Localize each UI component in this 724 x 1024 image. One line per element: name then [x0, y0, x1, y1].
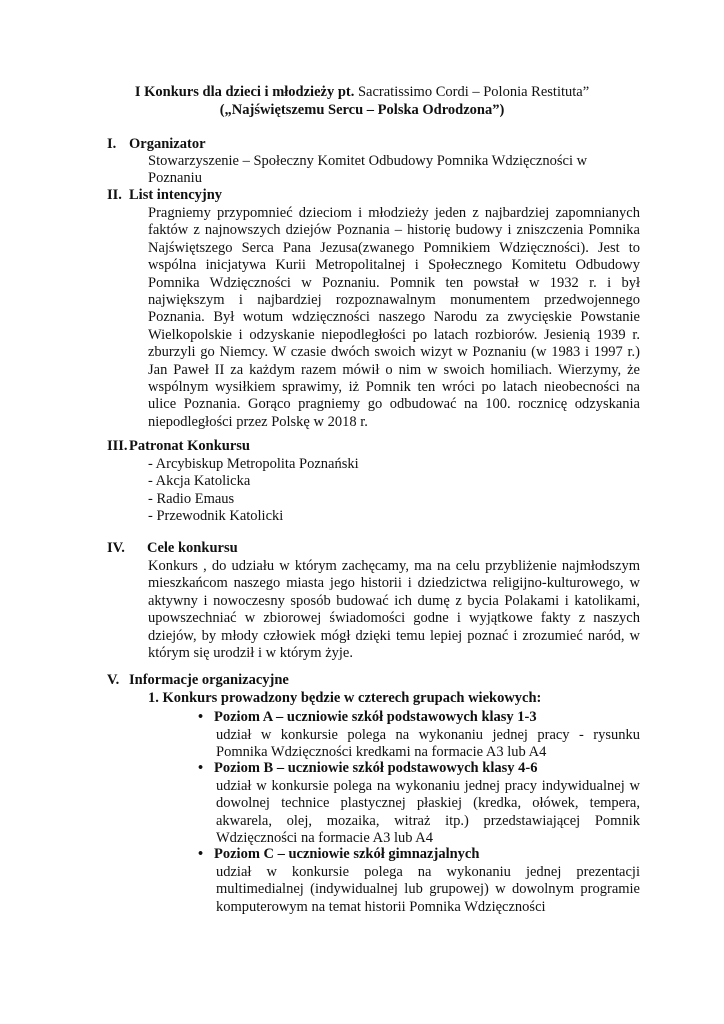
patron-item: - Akcja Katolicka — [148, 473, 251, 490]
section-5-title: Informacje organizacyjne — [129, 672, 289, 688]
section-5-number: V. — [107, 672, 120, 688]
level-a-text: udział w konkursie polega na wykonaniu jednej pracy - rysunku Pomnika Wdzięczności kredkami na formacie A3 lub A4 — [216, 727, 640, 761]
section-3-number: III. — [107, 438, 128, 454]
level-a-heading — [198, 709, 537, 726]
document-subtitle: („Najświętszemu Sercu – Polska Odrodzona”) — [219, 102, 505, 118]
section-4-body — [148, 558, 640, 662]
section-2-paragraph: Pragniemy przypomnieć dzieciom i młodzieży jeden z najbardziej zapomnianych faktów z najnowszych dziejów Poznania – historię budowy i zniszczenia Pomnika Najświętszego Serca Pana Jezusa(zwanego Pomnikiem Wdzięczności). Jest to wspólna inicjatywa Kurii Metropolitalnej i Społecznego Komitetu Odbudowy Pomnika Wdzięczności w Poznaniu. Pomnik ten powstał w 1932 r. i był największym i najbardziej rozpoznawalnym monumentem przedwojennego Poznania. Był wotum wdzięczności naszego Narodu za zwycięskie Powstanie Wielkopolskie i odzyskanie niepodległości po latach rozbiorów. Jesienią 1939 r. zburzyli go Niemcy. W czasie dwóch swoich wizyt w Poznaniu (w 1983 i 1997 r.) Jan Paweł II za każdym razem mówił o nim w swoich homiliach. Wierzymy, że wspólnym wysiłkiem sprawimy, iż Pomnik ten wróci po latach nieobecności na ulice Poznania. Gorąco pragniemy go odbudować na 100. rocznicę odzyskania niepodległości przez Polskę w 2018 r. — [148, 205, 640, 430]
section-3-heading — [107, 438, 250, 455]
level-c-title: Poziom C – uczniowie szkół gimnazjalnych — [214, 846, 480, 862]
section-3-title: Patronat Konkursu — [129, 438, 250, 454]
level-b-heading — [198, 760, 537, 777]
level-b-text: udział w konkursie polega na wykonaniu jednej pracy indywidualnej w dowolnej technice plastycznej płaskiej (kredka, ołówek, tempera, akwarela, olej, mozaika, witraż itp.) przedstawiającej Pomnik Wdzięczności na formacie A3 lub A4 — [216, 778, 640, 847]
level-a-title: Poziom A – uczniowie szkół podstawowych klasy 1-3 — [214, 709, 537, 725]
section-1-heading — [107, 136, 206, 153]
level-c-heading — [198, 846, 479, 863]
section-1-line: Poznaniu — [148, 170, 202, 187]
bullet-icon: • — [198, 846, 204, 862]
section-2-title: List intencyjny — [129, 187, 223, 203]
patron-item: - Przewodnik Katolicki — [148, 508, 284, 525]
section-1-body — [148, 153, 640, 188]
section-3-list — [148, 456, 640, 526]
bullet-icon: • — [198, 709, 204, 725]
section-1-line: Stowarzyszenie – Społeczny Komitet Odbudowy Pomnika Wdzięczności w — [148, 153, 588, 169]
section-1-title: Organizator — [129, 136, 206, 152]
patron-item: - Radio Emaus — [148, 490, 235, 507]
section-4-title: Cele konkursu — [147, 540, 238, 556]
section-4-paragraph: Konkurs , do udziału w którym zachęcamy, ma na celu przybliżenie najmłodszym mieszkańcom naszego miasta jego historii i dziedzictwa religijno-kulturowego, w aktywny i nowoczesny sposób budować ich dumę z bycia Polakami i katolikami, upowszechniać w zbiorowej świadomości godne i wyjątkowe fakty z naszych dziejów, by młody człowiek mógł dzięki temu lepiej poznać i zrozumieć naród, w którym się urodził i w którym żyje. — [148, 558, 640, 662]
section-2-number: II. — [107, 187, 122, 203]
section-4-number: IV. — [107, 540, 125, 556]
title-rest: Sacratissimo Cordi – Polonia Restituta” — [354, 84, 590, 100]
section-2-heading — [107, 187, 222, 204]
document-title — [0, 84, 724, 101]
section-1-number: I. — [107, 136, 117, 152]
level-b-title: Poziom B – uczniowie szkół podstawowych klasy 4-6 — [214, 760, 538, 776]
section-5-heading — [107, 672, 289, 689]
section-2-body — [148, 205, 640, 431]
title-bold: I Konkurs dla dzieci i młodzieży pt. — [134, 84, 355, 100]
level-c-text: udział w konkursie polega na wykonaniu jednej prezentacji multimedialnej (indywidualnej lub grupowej) w dowolnym programie komputerowym na temat historii Pomnika Wdzięczności — [216, 864, 640, 915]
age-groups-heading: 1. Konkurs prowadzony będzie w czterech grupach wiekowych: — [148, 690, 542, 706]
bullet-icon: • — [198, 760, 204, 776]
section-4-heading — [107, 540, 238, 557]
patron-item: - Arcybiskup Metropolita Poznański — [148, 456, 359, 472]
